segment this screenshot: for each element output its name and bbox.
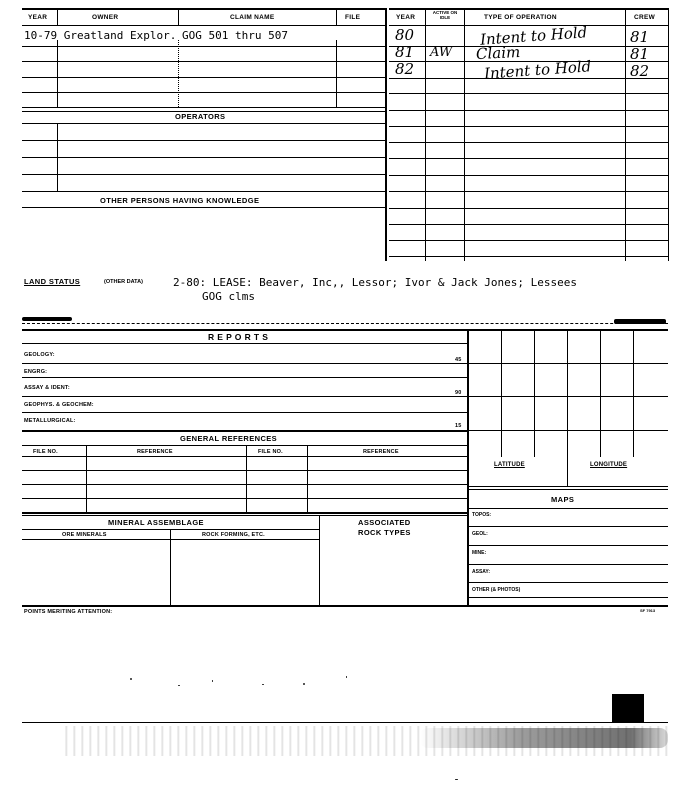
rule (22, 722, 668, 723)
rule (389, 191, 668, 192)
rule (178, 40, 179, 107)
report-assay-num: 90 (455, 390, 462, 396)
ore-minerals-label: ORE MINERALS (62, 532, 107, 538)
points-meriting-attention: POINTS MERITING ATTENTION: (24, 609, 113, 615)
rule (467, 582, 668, 583)
rule (467, 430, 668, 431)
rule (633, 329, 634, 457)
latitude-label: LATITUDE (494, 462, 525, 468)
rule (389, 126, 668, 127)
maps-assay: ASSAY: (472, 569, 491, 575)
rule (22, 61, 385, 62)
rule (389, 175, 668, 176)
rule (501, 329, 502, 457)
rule (22, 157, 385, 158)
rule (22, 498, 467, 499)
gr-header-ref1: REFERENCE (137, 449, 173, 455)
rule (22, 412, 467, 413)
rule (22, 207, 385, 208)
maps-geol: GEOL: (472, 531, 488, 537)
rule (22, 140, 385, 141)
report-geophys: GEOPHYS. & GEOCHEM: (24, 402, 94, 408)
report-metallurgical-num: 15 (455, 423, 462, 429)
land-status-line1: 2-80: LEASE: Beaver, Inc,, Lessor; Ivor & Jack Jones; Lessees (173, 276, 577, 289)
rule (22, 445, 467, 446)
scan-noise (455, 779, 458, 780)
report-metallurgical: METALLURGICAL: (24, 418, 76, 424)
rule (178, 8, 179, 25)
rule (22, 123, 385, 124)
rule (668, 8, 669, 261)
rule (389, 142, 668, 143)
rule (22, 515, 467, 516)
claim-name-entry: GOG 501 thru 507 (182, 29, 288, 42)
rule (22, 377, 467, 378)
maps-other: OTHER (& PHOTOS) (472, 587, 521, 593)
crew-header: CREW (634, 14, 656, 21)
rule (467, 508, 668, 509)
maps-title: MAPS (551, 495, 575, 504)
rule (389, 256, 668, 257)
mineral-assemblage-title: MINERAL ASSEMBLAGE (108, 518, 204, 527)
type-operation-header: TYPE OF OPERATION (484, 14, 557, 21)
rule (467, 363, 668, 364)
entry-operation-3: Intent to Hold (483, 57, 592, 83)
scan-noise (346, 676, 347, 678)
rock-types-label: ROCK TYPES (358, 528, 411, 537)
rule (534, 329, 535, 457)
owner-header: OWNER (92, 14, 119, 21)
entry-operation-2: Claim (475, 42, 521, 64)
maps-topos: TOPOS: (472, 512, 492, 518)
rule (467, 564, 668, 565)
rule (22, 605, 668, 607)
land-status-sublabel: (OTHER DATA) (104, 279, 143, 285)
report-geology: GEOLOGY: (24, 352, 55, 358)
entry-active-2: AW (430, 45, 453, 60)
rule (57, 8, 58, 25)
entry-crew-2: 81 (630, 45, 650, 63)
entry-year-1: 80 (395, 26, 415, 44)
rule (389, 224, 668, 225)
rule (22, 25, 385, 26)
year-header: YEAR (28, 14, 48, 21)
rule (385, 8, 387, 261)
rule (22, 456, 467, 457)
rule (389, 240, 668, 241)
rule (22, 174, 385, 175)
rule (86, 445, 87, 512)
rule (22, 343, 467, 344)
rule (389, 208, 668, 209)
gr-header-ref2: REFERENCE (363, 449, 399, 455)
rule (336, 8, 337, 25)
land-status-label: LAND STATUS (24, 277, 81, 286)
rule (22, 77, 385, 78)
rule (567, 329, 568, 486)
rule (22, 396, 467, 397)
entry-year-3: 82 (395, 60, 415, 78)
rule (389, 158, 668, 159)
file-header: FILE (345, 14, 361, 21)
rule (22, 191, 385, 192)
entry-year-2: 81 (395, 43, 415, 61)
rule (307, 445, 308, 512)
rule (467, 396, 668, 397)
entry-operation-1: Intent to Hold (479, 23, 588, 49)
rule (22, 92, 385, 93)
rule (22, 323, 668, 324)
rule (22, 470, 467, 471)
other-persons-label: OTHER PERSONS HAVING KNOWLEDGE (100, 196, 260, 205)
rule (57, 123, 58, 191)
form-number: SF 7913 (640, 608, 656, 613)
gr-header-file2: FILE NO. (258, 449, 283, 455)
rule (246, 445, 247, 512)
rule (170, 529, 171, 605)
rule (467, 486, 668, 487)
rule (467, 545, 668, 546)
rule (22, 8, 385, 10)
rule (22, 363, 467, 364)
maps-mine: MINE: (472, 550, 487, 556)
gr-header-file1: FILE NO. (33, 449, 58, 455)
associated-label: ASSOCIATED (358, 518, 411, 527)
rule (467, 526, 668, 527)
entry-crew-1: 81 (630, 28, 650, 46)
rule (22, 329, 668, 331)
owner-entry: 10-79 Greatland Explor. (24, 29, 177, 42)
rule (22, 512, 467, 514)
rule (467, 597, 668, 598)
rule (22, 46, 385, 47)
rule (22, 107, 385, 108)
scan-noise (262, 684, 264, 685)
rule (319, 515, 320, 606)
scan-noise (303, 683, 305, 685)
rule (22, 484, 467, 485)
report-assay: ASSAY & IDENT: (24, 385, 70, 391)
rule (57, 40, 58, 107)
scan-noise (212, 680, 213, 682)
scan-smudge (420, 728, 668, 748)
reports-title: R E P O R T S (208, 332, 269, 342)
general-references-title: GENERAL REFERENCES (180, 434, 278, 443)
rule (22, 430, 467, 432)
rock-forming-label: ROCK FORMING, ETC. (202, 532, 265, 538)
activity-year-header: YEAR (396, 14, 416, 21)
rule (389, 110, 668, 111)
scan-noise (130, 678, 132, 680)
land-status-line2: GOG clms (202, 290, 255, 303)
scan-noise (178, 685, 180, 686)
rule (389, 25, 668, 26)
longitude-label: LONGITUDE (590, 462, 628, 468)
scan-mark (22, 317, 72, 321)
active-idle-header: ACTIVE ON IDLE (432, 10, 458, 20)
report-geology-num: 45 (455, 357, 462, 363)
rule (600, 329, 601, 457)
entry-crew-3: 82 (630, 62, 650, 80)
registration-mark (612, 694, 644, 722)
rule (467, 489, 668, 490)
report-engrg: ENGRG: (24, 369, 48, 375)
operators-label: OPERATORS (175, 112, 226, 121)
rule (336, 40, 337, 107)
claim-name-header: CLAIM NAME (230, 14, 275, 21)
rule (389, 93, 668, 94)
